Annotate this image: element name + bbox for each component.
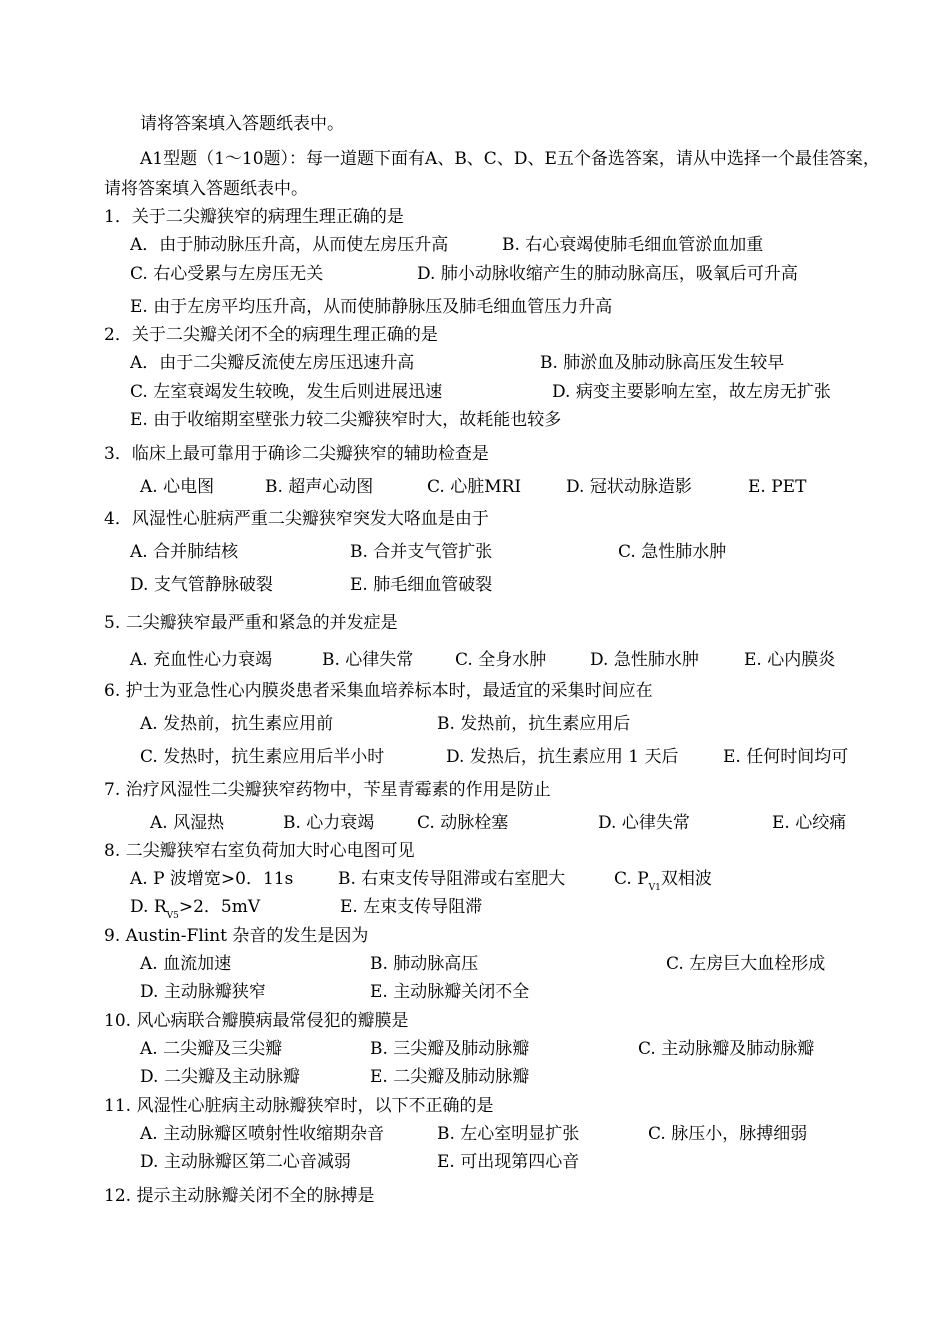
option-c <box>614 868 712 899</box>
option-c: C. 发热时，抗生素应用后半小时 <box>140 747 385 767</box>
option-a: A. 风湿热 <box>150 813 225 833</box>
option-a: A. 合并肺结核 <box>130 542 239 562</box>
question-stem: 12. 提示主动脉瓣关闭不全的脉搏是 <box>104 1186 375 1206</box>
option-d-text: >2．5mV <box>178 897 261 917</box>
question-stem: 4．风湿性心脏病严重二尖瓣狭窄突发大咯血是由于 <box>104 509 489 529</box>
question-stem: 11. 风湿性心脏病主动脉瓣狭窄时，以下不正确的是 <box>104 1096 494 1116</box>
option-e: E. 心绞痛 <box>772 813 847 833</box>
option-b: B. 发热前，抗生素应用后 <box>437 714 631 734</box>
option-b: B. 三尖瓣及肺动脉瓣 <box>370 1039 530 1059</box>
option-c: C. 主动脉瓣及肺动脉瓣 <box>638 1039 815 1059</box>
option-d-label: D. R <box>130 897 167 917</box>
option-a: A. 血流加速 <box>140 954 232 974</box>
option-e: E. PET <box>748 477 807 497</box>
option-d: D. 急性肺水肿 <box>590 650 699 670</box>
answer-instruction: 请将答案填入答题纸表中。 <box>140 114 344 134</box>
option-c: C. 全身水肿 <box>455 650 547 670</box>
option-b: B. 心力衰竭 <box>283 813 375 833</box>
option-d: D. 肺小动脉收缩产生的肺动脉高压，吸氧后可升高 <box>417 264 798 284</box>
question-stem: 8. 二尖瓣狭窄右室负荷加大时心电图可见 <box>104 841 415 861</box>
option-c: C. 急性肺水肿 <box>618 542 727 562</box>
option-b: B. 肺动脉高压 <box>370 954 479 974</box>
option-d: D. 二尖瓣及主动脉瓣 <box>140 1067 300 1087</box>
option-e: E. 左束支传导阻滞 <box>340 897 483 917</box>
option-e: E. 主动脉瓣关闭不全 <box>370 982 530 1002</box>
option-e: E. 可出现第四心音 <box>437 1152 580 1172</box>
option-c: C. 心脏MRI <box>427 477 522 497</box>
option-c: C. 右心受累与左房压无关 <box>130 264 324 284</box>
option-d: D. 发热后，抗生素应用 1 天后 <box>446 747 679 767</box>
option-d: D. 主动脉瓣区第二心音减弱 <box>140 1152 351 1172</box>
question-stem: 7. 治疗风湿性二尖瓣狭窄药物中，苄星青霉素的作用是防止 <box>104 780 551 800</box>
option-a: A．由于二尖瓣反流使左房压迅速升高 <box>130 353 415 373</box>
option-a: A. 二尖瓣及三尖瓣 <box>140 1039 283 1059</box>
option-b: B. 心律失常 <box>322 650 414 670</box>
option-d: D. 主动脉瓣狭窄 <box>140 982 266 1002</box>
lead-v1-subscript: V1 <box>648 883 661 893</box>
option-b: B. 超声心动图 <box>265 477 374 497</box>
option-b: B. 右心衰竭使肺毛细血管淤血加重 <box>502 235 764 255</box>
option-d <box>130 896 260 927</box>
lead-v5-subscript: V5 <box>166 911 179 921</box>
a1-instruction-line1: A1型题（1～10题）：每一道题下面有A、B、C、D、E五个备选答案，请从中选择一个最佳答案， <box>140 149 880 169</box>
option-e: E. 任何时间均可 <box>723 747 849 767</box>
option-d: D. 病变主要影响左室，故左房无扩张 <box>552 382 831 402</box>
option-d: D. 冠状动脉造影 <box>566 477 692 497</box>
option-e: E. 肺毛细血管破裂 <box>350 575 493 595</box>
option-a: A. 发热前，抗生素应用前 <box>140 714 334 734</box>
option-c: C. 脉压小，脉搏细弱 <box>648 1124 808 1144</box>
a1-instruction-line2: 请将答案填入答题纸表中。 <box>104 179 308 199</box>
option-a: A．由于肺动脉压升高，从而使左房压升高 <box>130 235 449 255</box>
option-b: B. 合并支气管扩张 <box>350 542 493 562</box>
option-c-text: 双相波 <box>660 869 712 889</box>
question-stem: 1．关于二尖瓣狭窄的病理生理正确的是 <box>104 207 404 227</box>
option-a: A. 心电图 <box>140 477 215 497</box>
option-e: E. 心内膜炎 <box>744 650 836 670</box>
option-b: B. 右束支传导阻滞或右室肥大 <box>338 869 566 889</box>
option-b: B. 左心室明显扩张 <box>437 1124 580 1144</box>
question-stem: 2．关于二尖瓣关闭不全的病理生理正确的是 <box>104 325 438 345</box>
option-a: A. 主动脉瓣区喷射性收缩期杂音 <box>140 1124 385 1144</box>
option-b: B. 肺淤血及肺动脉高压发生较早 <box>540 353 785 373</box>
question-stem: 9. Austin-Flint 杂音的发生是因为 <box>104 926 369 946</box>
question-stem: 10. 风心病联合瓣膜病最常侵犯的瓣膜是 <box>104 1011 409 1031</box>
option-c-label: C. P <box>614 869 649 889</box>
option-e: E. 由于左房平均压升高，从而使肺静脉压及肺毛细血管压力升高 <box>130 297 613 317</box>
option-a: A. P 波增宽>0．11s <box>130 869 294 889</box>
option-c: C. 动脉栓塞 <box>417 813 509 833</box>
option-d: D. 支气管静脉破裂 <box>130 575 273 595</box>
option-c: C. 左室衰竭发生较晚，发生后则进展迅速 <box>130 382 443 402</box>
question-stem: 3．临床上最可靠用于确诊二尖瓣狭窄的辅助检查是 <box>104 444 489 464</box>
option-c: C. 左房巨大血栓形成 <box>666 954 826 974</box>
question-stem: 6. 护士为亚急性心内膜炎患者采集血培养标本时，最适宜的采集时间应在 <box>104 681 653 701</box>
option-e: E. 由于收缩期室壁张力较二尖瓣狭窄时大，故耗能也较多 <box>130 410 562 430</box>
question-stem: 5. 二尖瓣狭窄最严重和紧急的并发症是 <box>104 613 398 633</box>
option-a: A. 充血性心力衰竭 <box>130 650 273 670</box>
option-d: D. 心律失常 <box>598 813 690 833</box>
option-e: E. 二尖瓣及肺动脉瓣 <box>370 1067 530 1087</box>
